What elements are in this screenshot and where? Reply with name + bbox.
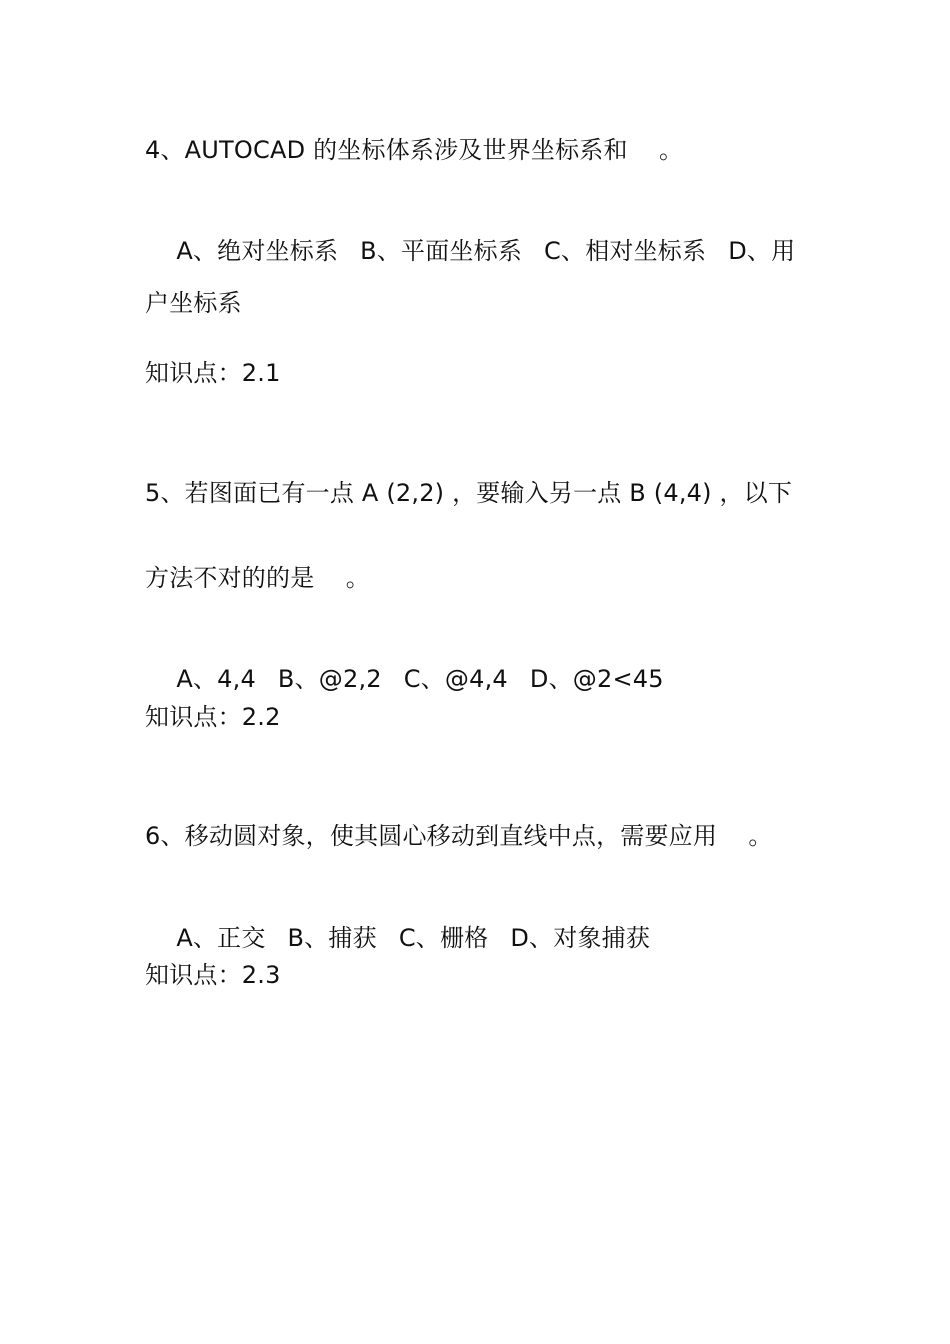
question-4-options	[145, 203, 795, 299]
question-4-knowledge-point: 知识点：2.1	[145, 359, 281, 387]
question-4-options-continued: 户坐标系	[145, 289, 242, 317]
option-a: A、绝对坐标系	[176, 237, 339, 265]
option-d: D、@2<45	[529, 665, 664, 693]
option-c: C、@4,4	[403, 665, 508, 693]
question-6-knowledge-point: 知识点：2.3	[145, 961, 281, 989]
option-b: B、平面坐标系	[360, 237, 523, 265]
option-a: A、正交	[176, 924, 266, 952]
option-d: D、对象捕获	[510, 924, 651, 952]
question-6-stem: 6、移动圆对象，使其圆心移动到直线中点，需要应用 。	[145, 822, 773, 850]
option-c: C、相对坐标系	[544, 237, 707, 265]
option-b: B、捕获	[287, 924, 377, 952]
option-d: D、用	[728, 237, 796, 265]
question-5-knowledge-point: 知识点：2.2	[145, 703, 281, 731]
option-c: C、栅格	[398, 924, 489, 952]
question-5-stem: 5、若图面已有一点 A (2,2) ，要输入另一点 B (4,4) ，以下	[145, 479, 793, 507]
question-4-stem: 4、AUTOCAD 的坐标体系涉及世界坐标系和 。	[145, 136, 684, 164]
option-b: B、@2,2	[277, 665, 382, 693]
question-5-stem-continued: 方法不对的的是 。	[145, 564, 370, 592]
option-a: A、4,4	[176, 665, 256, 693]
